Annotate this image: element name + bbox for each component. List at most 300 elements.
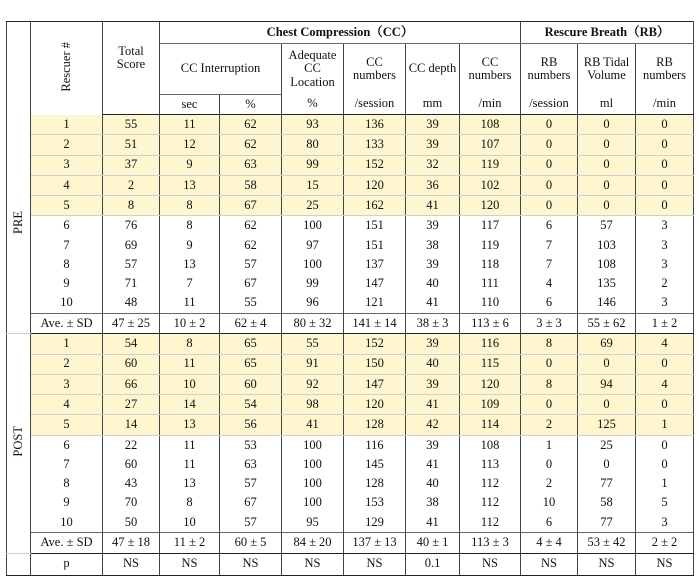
table-row (7, 455, 694, 474)
data-cell: 100 (282, 216, 344, 236)
data-cell: 0 (636, 196, 694, 216)
ave-sd-cell: 2 ± 2 (636, 533, 694, 553)
data-cell: 10 (160, 513, 220, 533)
rescuer-id: 10 (31, 513, 103, 533)
data-cell: 62 (220, 135, 282, 155)
data-cell: 137 (344, 255, 406, 274)
rescuer-id: 8 (31, 474, 103, 493)
data-cell: 133 (344, 135, 406, 155)
table-row (7, 155, 694, 175)
data-cell: 58 (578, 494, 636, 513)
data-cell: 96 (282, 294, 344, 314)
total-score-header: Total Score (103, 22, 160, 95)
data-cell: 0 (578, 455, 636, 474)
data-cell: 112 (460, 474, 521, 493)
rescuer-id: 9 (31, 494, 103, 513)
data-cell: 151 (344, 236, 406, 255)
data-cell: 69 (578, 334, 636, 354)
data-cell: 0 (578, 196, 636, 216)
data-cell: 25 (282, 196, 344, 216)
data-cell: 8 (160, 494, 220, 513)
ave-sd-cell: 10 ± 2 (160, 313, 220, 333)
data-cell: 6 (521, 513, 578, 533)
p-row-blank (7, 553, 31, 575)
data-cell: 0 (521, 354, 578, 374)
data-cell: 65 (220, 334, 282, 354)
data-cell: 42 (406, 415, 460, 435)
data-cell: 67 (220, 494, 282, 513)
data-cell: 3 (636, 255, 694, 274)
data-cell: 0 (521, 155, 578, 175)
data-cell: 0 (578, 135, 636, 155)
data-cell: 39 (406, 255, 460, 274)
data-cell: 41 (406, 395, 460, 415)
table-header (7, 22, 694, 115)
data-cell: 128 (344, 415, 406, 435)
ave-sd-cell: 55 ± 62 (578, 313, 636, 333)
data-cell: 7 (521, 255, 578, 274)
rescuer-id: 7 (31, 455, 103, 474)
data-cell: 6 (521, 294, 578, 314)
data-cell: 0 (636, 455, 694, 474)
ave-sd-cell: 1 ± 2 (636, 313, 694, 333)
p-value-cell: NS (521, 553, 578, 575)
data-cell: 120 (460, 374, 521, 394)
data-cell: 112 (460, 513, 521, 533)
data-cell: 129 (344, 513, 406, 533)
data-cell: 56 (220, 415, 282, 435)
table-row (7, 294, 694, 314)
data-cell: 0 (636, 395, 694, 415)
data-cell: 108 (460, 435, 521, 455)
data-cell: 117 (460, 216, 521, 236)
rescuer-id: 4 (31, 395, 103, 415)
data-cell: 40 (406, 474, 460, 493)
ave-sd-cell: 62 ± 4 (220, 313, 282, 333)
data-cell: 11 (160, 435, 220, 455)
table-row (7, 255, 694, 274)
data-cell: 67 (220, 274, 282, 293)
data-cell: 39 (406, 374, 460, 394)
data-cell: 8 (521, 374, 578, 394)
data-cell: 27 (103, 395, 160, 415)
rb-numbers-min-header: RB numbers (636, 44, 694, 95)
unit-cc-numbers-min: /min (460, 95, 521, 115)
table-row (7, 115, 694, 135)
p-value-cell: NS (460, 553, 521, 575)
data-cell: 3 (636, 513, 694, 533)
rb-tidal-volume-header: RB Tidal Volume (578, 44, 636, 95)
data-cell: 13 (160, 415, 220, 435)
rescuer-id: 7 (31, 236, 103, 255)
data-cell: 98 (282, 395, 344, 415)
data-cell: 51 (103, 135, 160, 155)
ave-sd-cell: 84 ± 20 (282, 533, 344, 553)
data-cell: 0 (578, 115, 636, 135)
data-cell: 65 (220, 354, 282, 374)
data-cell: 50 (103, 513, 160, 533)
data-cell: 0 (521, 115, 578, 135)
data-cell: 0 (636, 135, 694, 155)
data-cell: 13 (160, 474, 220, 493)
ave-sd-cell: 137 ± 13 (344, 533, 406, 553)
p-value-cell: NS (103, 553, 160, 575)
ave-sd-cell: 53 ± 42 (578, 533, 636, 553)
ave-sd-cell: 3 ± 3 (521, 313, 578, 333)
table-row (7, 415, 694, 435)
data-cell: 39 (406, 435, 460, 455)
data-cell: 0 (636, 435, 694, 455)
data-cell: 37 (103, 155, 160, 175)
p-value-cell: NS (344, 553, 406, 575)
data-cell: 3 (636, 294, 694, 314)
data-cell: 111 (460, 274, 521, 293)
data-cell: 109 (460, 395, 521, 415)
data-cell: 12 (160, 135, 220, 155)
unit-rb-tidal-volume-ml: ml (578, 95, 636, 115)
data-cell: 147 (344, 374, 406, 394)
table-row (7, 135, 694, 155)
rescuer-id: 9 (31, 274, 103, 293)
data-cell: 58 (220, 175, 282, 195)
data-cell: 11 (160, 115, 220, 135)
data-cell: 0 (578, 175, 636, 195)
rescuer-id: 5 (31, 415, 103, 435)
data-cell: 0 (636, 115, 694, 135)
p-label: p (31, 553, 103, 575)
cc-interruption-header: CC Interruption (160, 44, 282, 95)
p-value-cell: NS (636, 553, 694, 575)
data-cell: 67 (220, 196, 282, 216)
ave-sd-cell: 11 ± 2 (160, 533, 220, 553)
cc-numbers-min-header: CC numbers (460, 44, 521, 95)
data-cell: 152 (344, 334, 406, 354)
ave-sd-cell: 113 ± 3 (460, 533, 521, 553)
group-label-pre (7, 115, 31, 334)
adequate-cc-location-header: Adequate CC Location (282, 44, 344, 95)
data-cell: 0 (521, 395, 578, 415)
data-cell: 0 (578, 395, 636, 415)
data-cell: 76 (103, 216, 160, 236)
data-cell: 7 (521, 236, 578, 255)
rescuer-id: 2 (31, 135, 103, 155)
data-cell: 60 (220, 374, 282, 394)
data-cell: 10 (160, 374, 220, 394)
data-cell: 95 (282, 513, 344, 533)
unit-cc-numbers-session: /session (344, 95, 406, 115)
data-cell: 77 (578, 474, 636, 493)
rescuer-id: 8 (31, 255, 103, 274)
data-cell: 57 (220, 474, 282, 493)
rescuer-id: 3 (31, 374, 103, 394)
table-row (7, 435, 694, 455)
data-cell: 150 (344, 354, 406, 374)
data-cell: 2 (521, 474, 578, 493)
data-cell: 2 (636, 274, 694, 293)
data-cell: 40 (406, 354, 460, 374)
data-cell: 2 (103, 175, 160, 195)
table-row (7, 175, 694, 195)
data-cell: 145 (344, 455, 406, 474)
data-cell: 62 (220, 115, 282, 135)
data-cell: 4 (636, 374, 694, 394)
p-value-cell: 0.1 (406, 553, 460, 575)
ave-sd-cell: 47 ± 25 (103, 313, 160, 333)
data-cell: 116 (344, 435, 406, 455)
data-cell: 8 (160, 216, 220, 236)
data-cell: 3 (636, 236, 694, 255)
data-cell: 77 (578, 513, 636, 533)
data-cell: 8 (521, 334, 578, 354)
data-cell: 11 (160, 455, 220, 474)
data-cell: 53 (220, 435, 282, 455)
data-cell: 0 (521, 455, 578, 474)
group-label-post (7, 334, 31, 553)
ave-sd-cell: 38 ± 3 (406, 313, 460, 333)
rescuer-id: 10 (31, 294, 103, 314)
data-cell: 91 (282, 354, 344, 374)
data-cell: 9 (160, 236, 220, 255)
data-cell: 0 (636, 354, 694, 374)
data-cell: 125 (578, 415, 636, 435)
data-cell: 43 (103, 474, 160, 493)
data-cell: 119 (460, 155, 521, 175)
cc-group-header: Chest Compression（CC） (160, 22, 521, 44)
data-cell: 107 (460, 135, 521, 155)
table-row (7, 216, 694, 236)
rescuer-id: 4 (31, 175, 103, 195)
data-cell: 4 (636, 334, 694, 354)
data-cell: 114 (460, 415, 521, 435)
results-table (6, 21, 694, 576)
data-cell: 41 (406, 455, 460, 474)
data-cell: 112 (460, 494, 521, 513)
data-cell: 120 (344, 395, 406, 415)
data-cell: 22 (103, 435, 160, 455)
data-cell: 63 (220, 455, 282, 474)
unit-rb-numbers-min: /min (636, 95, 694, 115)
data-cell: 99 (282, 155, 344, 175)
unit-cc-interruption-pct: % (220, 95, 282, 115)
data-cell: 57 (220, 513, 282, 533)
data-cell: 120 (344, 175, 406, 195)
rescuer-id: 1 (31, 334, 103, 354)
data-cell: 152 (344, 155, 406, 175)
data-cell: 100 (282, 255, 344, 274)
data-cell: 4 (521, 274, 578, 293)
data-cell: 100 (282, 474, 344, 493)
rb-group-header: Rescure Breath（RB） (521, 22, 694, 44)
data-cell: 41 (406, 294, 460, 314)
data-cell: 1 (636, 474, 694, 493)
data-cell: 102 (460, 175, 521, 195)
data-cell: 120 (460, 196, 521, 216)
data-cell: 41 (282, 415, 344, 435)
table-row (7, 354, 694, 374)
data-cell: 39 (406, 216, 460, 236)
data-cell: 146 (578, 294, 636, 314)
table-row (7, 474, 694, 493)
ave-sd-label: Ave. ± SD (31, 533, 103, 553)
data-cell: 8 (160, 334, 220, 354)
rescuer-id: 6 (31, 216, 103, 236)
data-cell: 57 (578, 216, 636, 236)
rescuer-id: 5 (31, 196, 103, 216)
table-body (7, 115, 694, 576)
cc-numbers-session-header: CC numbers (344, 44, 406, 95)
unit-rb-numbers-session: /session (521, 95, 578, 115)
ave-sd-label: Ave. ± SD (31, 313, 103, 333)
rescuer-id: 1 (31, 115, 103, 135)
data-cell: 48 (103, 294, 160, 314)
data-cell: 0 (521, 196, 578, 216)
data-cell: 14 (103, 415, 160, 435)
data-cell: 0 (578, 155, 636, 175)
ave-sd-cell: 80 ± 32 (282, 313, 344, 333)
ave-sd-cell: 60 ± 5 (220, 533, 282, 553)
data-cell: 5 (636, 494, 694, 513)
data-cell: 39 (406, 135, 460, 155)
data-cell: 54 (103, 334, 160, 354)
data-cell: 147 (344, 274, 406, 293)
data-cell: 9 (160, 155, 220, 175)
group-label-text: POST (10, 426, 25, 457)
data-cell: 100 (282, 455, 344, 474)
data-cell: 60 (103, 455, 160, 474)
unit-cc-location-pct: % (282, 95, 344, 115)
p-value-cell: NS (282, 553, 344, 575)
table-row (7, 236, 694, 255)
data-cell: 10 (521, 494, 578, 513)
rescuer-id: 2 (31, 354, 103, 374)
data-cell: 110 (460, 294, 521, 314)
data-cell: 97 (282, 236, 344, 255)
data-cell: 8 (160, 196, 220, 216)
data-cell: 32 (406, 155, 460, 175)
data-cell: 6 (521, 216, 578, 236)
data-cell: 57 (103, 255, 160, 274)
data-cell: 128 (344, 474, 406, 493)
data-cell: 8 (103, 196, 160, 216)
data-cell: 38 (406, 236, 460, 255)
data-cell: 13 (160, 255, 220, 274)
unit-cc-interruption-sec: sec (160, 95, 220, 115)
group-corner (7, 22, 31, 115)
data-cell: 0 (521, 175, 578, 195)
data-cell: 80 (282, 135, 344, 155)
data-cell: 54 (220, 395, 282, 415)
data-cell: 11 (160, 294, 220, 314)
data-cell: 92 (282, 374, 344, 394)
data-cell: 70 (103, 494, 160, 513)
data-cell: 14 (160, 395, 220, 415)
data-cell: 135 (578, 274, 636, 293)
table-row (7, 513, 694, 533)
unit-cc-depth-mm: mm (406, 95, 460, 115)
data-cell: 100 (282, 435, 344, 455)
data-cell: 119 (460, 236, 521, 255)
total-score-unit (103, 95, 160, 115)
data-cell: 25 (578, 435, 636, 455)
data-cell: 66 (103, 374, 160, 394)
data-cell: 62 (220, 216, 282, 236)
table-row (7, 395, 694, 415)
data-cell: 7 (160, 274, 220, 293)
p-value-cell: NS (578, 553, 636, 575)
data-cell: 55 (103, 115, 160, 135)
data-cell: 71 (103, 274, 160, 293)
data-cell: 36 (406, 175, 460, 195)
data-cell: 1 (636, 415, 694, 435)
data-cell: 41 (406, 513, 460, 533)
data-cell: 38 (406, 494, 460, 513)
data-cell: 0 (521, 135, 578, 155)
data-cell: 116 (460, 334, 521, 354)
data-cell: 94 (578, 374, 636, 394)
data-cell: 100 (282, 494, 344, 513)
table-row (7, 334, 694, 354)
data-cell: 57 (220, 255, 282, 274)
rescuer-id: 3 (31, 155, 103, 175)
data-cell: 0 (636, 155, 694, 175)
table-row (7, 196, 694, 216)
data-cell: 55 (282, 334, 344, 354)
data-cell: 15 (282, 175, 344, 195)
data-cell: 93 (282, 115, 344, 135)
ave-sd-cell: 47 ± 18 (103, 533, 160, 553)
data-cell: 60 (103, 354, 160, 374)
data-cell: 13 (160, 175, 220, 195)
group-label-text: PRE (10, 210, 25, 234)
table-row (7, 494, 694, 513)
ave-sd-cell: 4 ± 4 (521, 533, 578, 553)
ave-sd-cell: 141 ± 14 (344, 313, 406, 333)
rescuer-id: 6 (31, 435, 103, 455)
data-cell: 153 (344, 494, 406, 513)
data-cell: 1 (521, 435, 578, 455)
p-value-row (7, 553, 694, 575)
data-cell: 136 (344, 115, 406, 135)
data-cell: 162 (344, 196, 406, 216)
rb-numbers-session-header: RB numbers (521, 44, 578, 95)
cc-depth-header: CC depth (406, 44, 460, 95)
data-cell: 39 (406, 115, 460, 135)
data-cell: 40 (406, 274, 460, 293)
data-cell: 113 (460, 455, 521, 474)
data-cell: 103 (578, 236, 636, 255)
data-cell: 55 (220, 294, 282, 314)
data-cell: 99 (282, 274, 344, 293)
data-cell: 0 (636, 175, 694, 195)
table-row (7, 374, 694, 394)
rescuer-header: Rescuer # (31, 22, 103, 115)
ave-sd-row (7, 313, 694, 333)
p-value-cell: NS (220, 553, 282, 575)
ave-sd-cell: 40 ± 1 (406, 533, 460, 553)
data-cell: 0 (578, 354, 636, 374)
data-cell: 151 (344, 216, 406, 236)
table-row (7, 274, 694, 293)
data-cell: 3 (636, 216, 694, 236)
data-cell: 39 (406, 334, 460, 354)
data-cell: 62 (220, 236, 282, 255)
data-cell: 63 (220, 155, 282, 175)
data-cell: 108 (578, 255, 636, 274)
data-cell: 108 (460, 115, 521, 135)
ave-sd-row (7, 533, 694, 553)
data-cell: 115 (460, 354, 521, 374)
data-cell: 11 (160, 354, 220, 374)
